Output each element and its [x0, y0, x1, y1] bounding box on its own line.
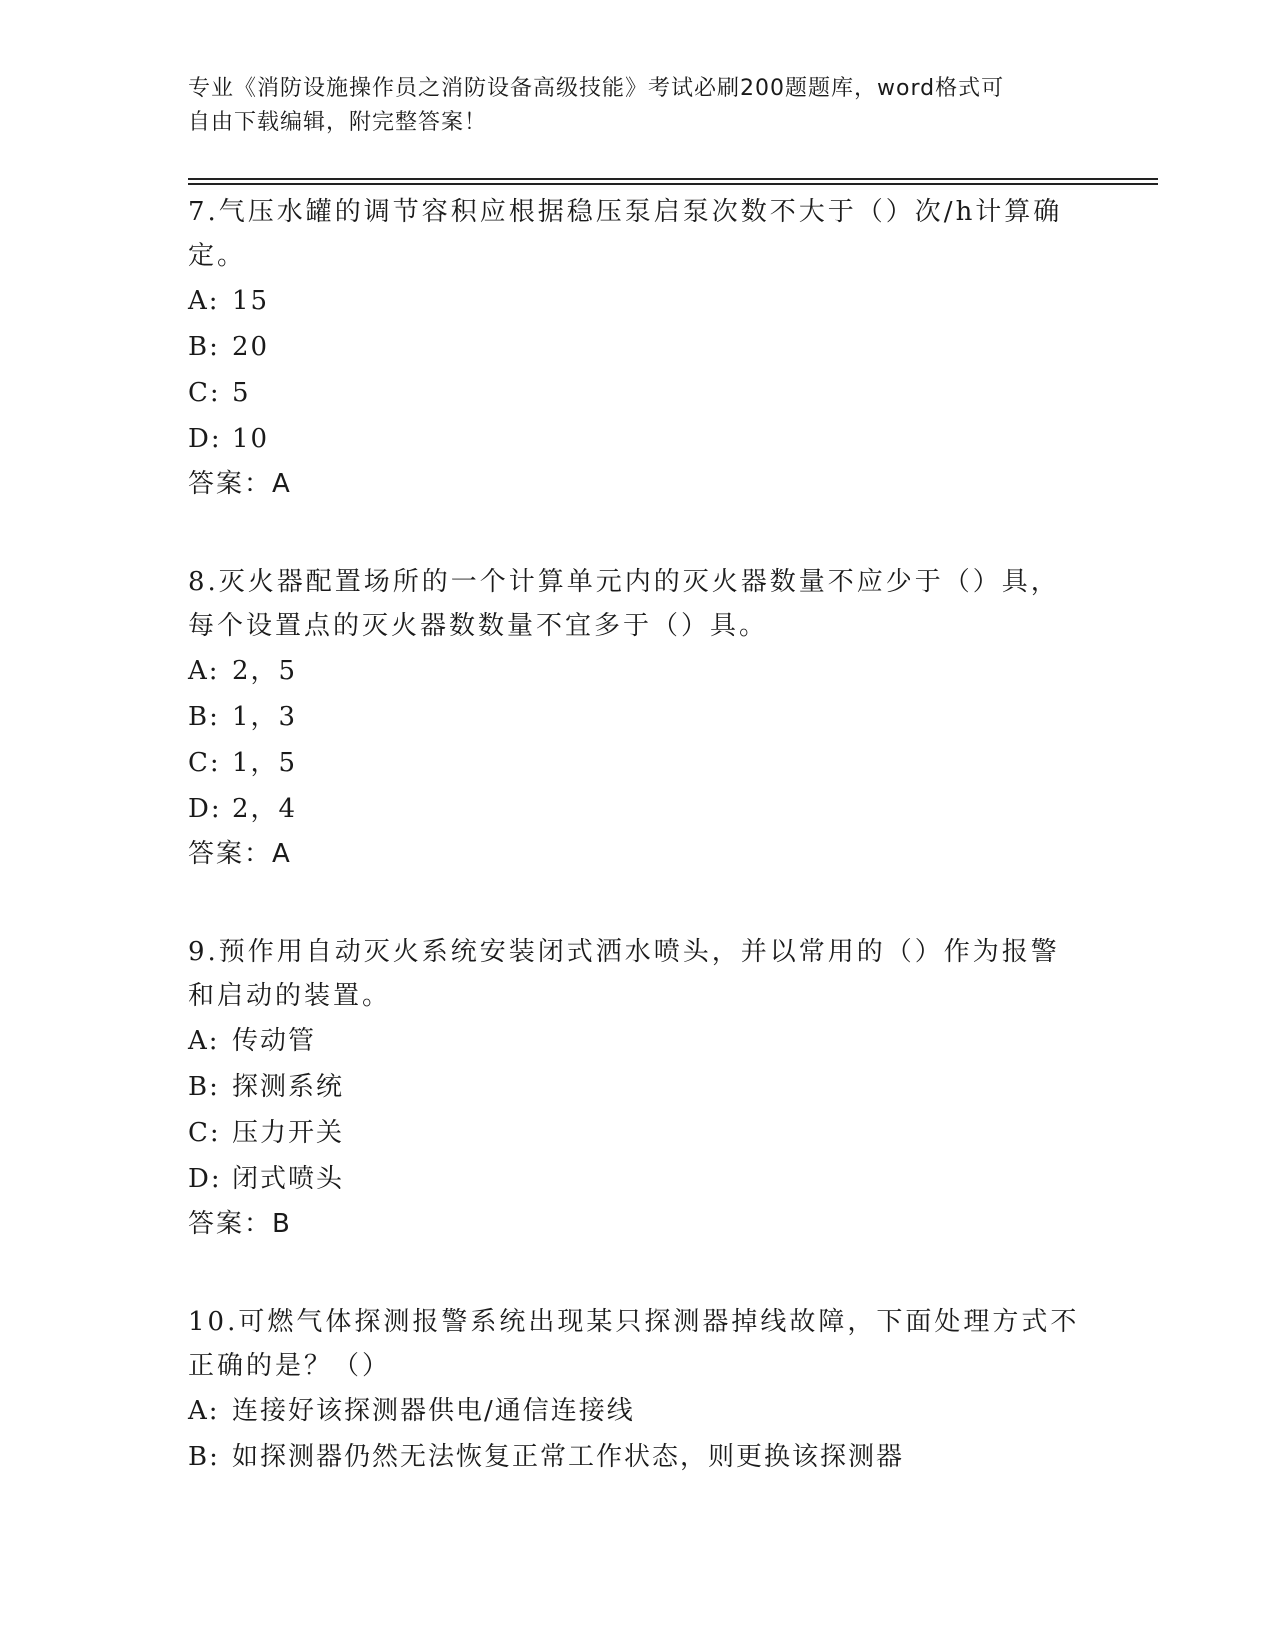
question-list — [188, 190, 1088, 1534]
option-b — [188, 694, 1088, 740]
option-text: 10 — [232, 424, 270, 454]
option-d — [188, 786, 1088, 832]
option-c — [188, 370, 1088, 416]
option-a — [188, 648, 1088, 694]
option-text: 1，3 — [232, 702, 298, 732]
option-key: C: — [188, 378, 221, 408]
option-b — [188, 1064, 1088, 1110]
option-b — [188, 1434, 1088, 1480]
option-text: 传动管 — [232, 1026, 317, 1056]
answer: 答案：A — [188, 839, 292, 869]
option-text: 连接好该探测器供电/通信连接线 — [232, 1396, 635, 1426]
option-text: 15 — [232, 286, 270, 316]
question-8 — [188, 560, 1088, 876]
question-text-line: 正确的是？（） — [188, 1351, 392, 1381]
header-line-2: 自由下载编辑，附完整答案！ — [188, 110, 488, 135]
option-text: 压力开关 — [232, 1118, 345, 1148]
option-key: D: — [188, 794, 222, 824]
question-text-line: 7.气压水罐的调节容积应根据稳压泵启泵次数不大于（）次/h计算确 — [188, 197, 1063, 227]
option-a — [188, 1388, 1088, 1434]
option-text: 探测系统 — [232, 1072, 345, 1102]
option-key: A: — [188, 286, 220, 316]
option-key: C: — [188, 1118, 221, 1148]
option-d — [188, 1156, 1088, 1202]
option-text: 闭式喷头 — [232, 1164, 345, 1194]
option-text: 如探测器仍然无法恢复正常工作状态，则更换该探测器 — [232, 1442, 905, 1472]
option-b — [188, 324, 1088, 370]
option-key: A: — [188, 1396, 220, 1426]
answer: 答案：A — [188, 469, 292, 499]
option-c — [188, 1110, 1088, 1156]
question-text-line: 每个设置点的灭火器数数量不宜多于（）具。 — [188, 611, 769, 641]
option-text: 2，5 — [232, 656, 298, 686]
question-text-line: 10.可燃气体探测报警系统出现某只探测器掉线故障，下面处理方式不 — [188, 1307, 1080, 1337]
page-header — [188, 72, 1068, 140]
question-10 — [188, 1300, 1088, 1480]
option-a — [188, 1018, 1088, 1064]
option-key: B: — [188, 1442, 220, 1472]
header-divider-bottom — [188, 183, 1158, 185]
option-text: 2，4 — [232, 794, 298, 824]
option-key: B: — [188, 702, 220, 732]
option-key: B: — [188, 332, 220, 362]
option-text: 1，5 — [232, 748, 298, 778]
option-a — [188, 278, 1088, 324]
header-line-1: 专业《消防设施操作员之消防设备高级技能》考试必刷200题题库，word格式可 — [188, 76, 1005, 101]
option-key: D: — [188, 1164, 222, 1194]
option-c — [188, 740, 1088, 786]
question-9 — [188, 930, 1088, 1246]
option-key: D: — [188, 424, 222, 454]
question-text-line: 8.灭火器配置场所的一个计算单元内的灭火器数量不应少于（）具， — [188, 567, 1060, 597]
option-key: B: — [188, 1072, 220, 1102]
option-text: 20 — [232, 332, 270, 362]
question-7 — [188, 190, 1088, 506]
answer: 答案：B — [188, 1209, 292, 1239]
option-key: A: — [188, 656, 220, 686]
question-text-line: 和启动的装置。 — [188, 981, 392, 1011]
option-key: A: — [188, 1026, 220, 1056]
option-text: 5 — [232, 378, 251, 408]
header-divider-top — [188, 178, 1158, 180]
option-d — [188, 416, 1088, 462]
question-text-line: 9.预作用自动灭火系统安装闭式洒水喷头，并以常用的（）作为报警 — [188, 937, 1060, 967]
question-text-line: 定。 — [188, 241, 247, 271]
option-key: C: — [188, 748, 221, 778]
